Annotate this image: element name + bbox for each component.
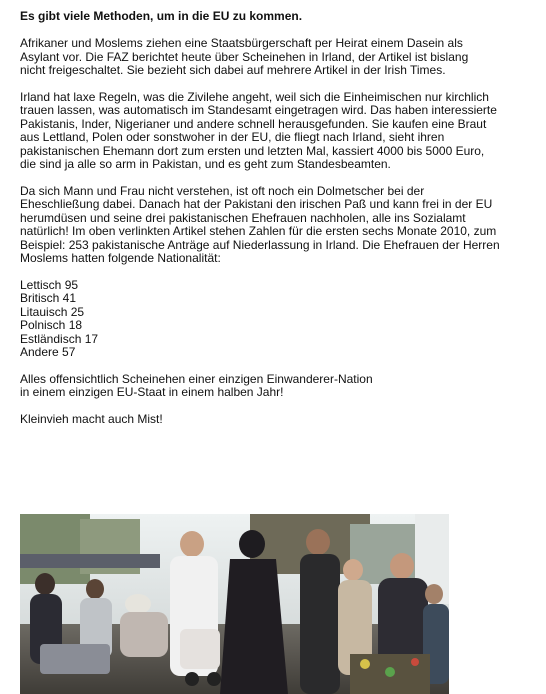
nationality-item: Britisch 41 xyxy=(20,291,77,305)
paragraph-line: trauen lassen, was automatisch im Standesamt eingetragen wird. Das haben interessierte xyxy=(20,103,497,117)
paragraph-line: Alles offensichtlich Scheinehen einer einzigen Einwanderer-Nation xyxy=(20,371,373,386)
paragraph-line: Eheschließung dabei. Danach hat der Pakistani den irischen Paß und kann frei in der EU xyxy=(20,197,493,211)
paragraph-line: Afrikaner und Moslems ziehen eine Staatsbürgerschaft per Heirat einem Dasein als xyxy=(20,36,463,50)
post-tagline: Kleinvieh macht auch Mist! xyxy=(20,411,163,426)
paragraph-line: Beispiel: 253 pakistanische Anträge auf Niederlassung in Irland. Die Ehefrauen der Herren xyxy=(20,237,500,252)
paragraph-line: Moslems hatten folgende Nationalität: xyxy=(20,251,221,265)
paragraph-line: nicht freigeschaltet. Sie bezieht sich dabei auf mehrere Artikel in der Irish Times. xyxy=(20,63,446,77)
post-title: Es gibt viele Methoden, um in die EU zu kommen. xyxy=(20,9,303,23)
blog-post xyxy=(20,9,540,439)
paragraph-line: Pakistanis, Inder, Nigerianer und andere schnell herausgefunden. Sie kaufen eine Braut xyxy=(20,116,487,131)
post-paragraph-1 xyxy=(20,37,540,78)
nationality-item: Estländisch 17 xyxy=(20,331,99,346)
paragraph-line: pakistanischen Ehemann dort zum ersten und letzten Mal, kassiert 4000 bis 5000 Euro, xyxy=(20,143,485,158)
paragraph-line: Da sich Mann und Frau nicht verstehen, ist oft noch ein Dolmetscher bei der xyxy=(20,183,425,198)
nationality-item: Litauisch 25 xyxy=(20,304,85,319)
paragraph-line: in einem einzigen EU-Staat in einem halben Jahr! xyxy=(20,385,284,399)
paragraph-line: herumdüsen und seine drei pakistanischen Ehefrauen nachholen, alle ins Sozialamt xyxy=(20,210,466,225)
paragraph-line: aus Lettland, Polen oder sonstwoher in der EU, die fliegt nach Irland, sieht ihren xyxy=(20,130,445,144)
post-paragraph-3 xyxy=(20,185,540,266)
market-crowd-photo xyxy=(20,514,449,694)
paragraph-line: Asylant vor. Die FAZ berichtet heute über Scheinehen in Irland, der Artikel ist bislang xyxy=(20,49,469,64)
nationality-item: Lettisch 95 xyxy=(20,277,79,292)
nationality-list xyxy=(20,279,540,360)
paragraph-line: Irland hat laxe Regeln, was die Zivilehe angeht, weil sich die Einheimischen nur kirchlich xyxy=(20,89,489,104)
paragraph-line: natürlich! Im oben verlinkten Artikel stehen Zahlen für die ersten sechs Monate 2010, zum xyxy=(20,224,497,238)
post-closing xyxy=(20,373,540,400)
paragraph-line: die sind ja alle so arm in Pakistan, und es geht zum Standesbeamten. xyxy=(20,157,391,171)
nationality-item: Polnisch 18 xyxy=(20,318,83,332)
post-paragraph-2 xyxy=(20,91,540,172)
nationality-item: Andere 57 xyxy=(20,345,76,359)
